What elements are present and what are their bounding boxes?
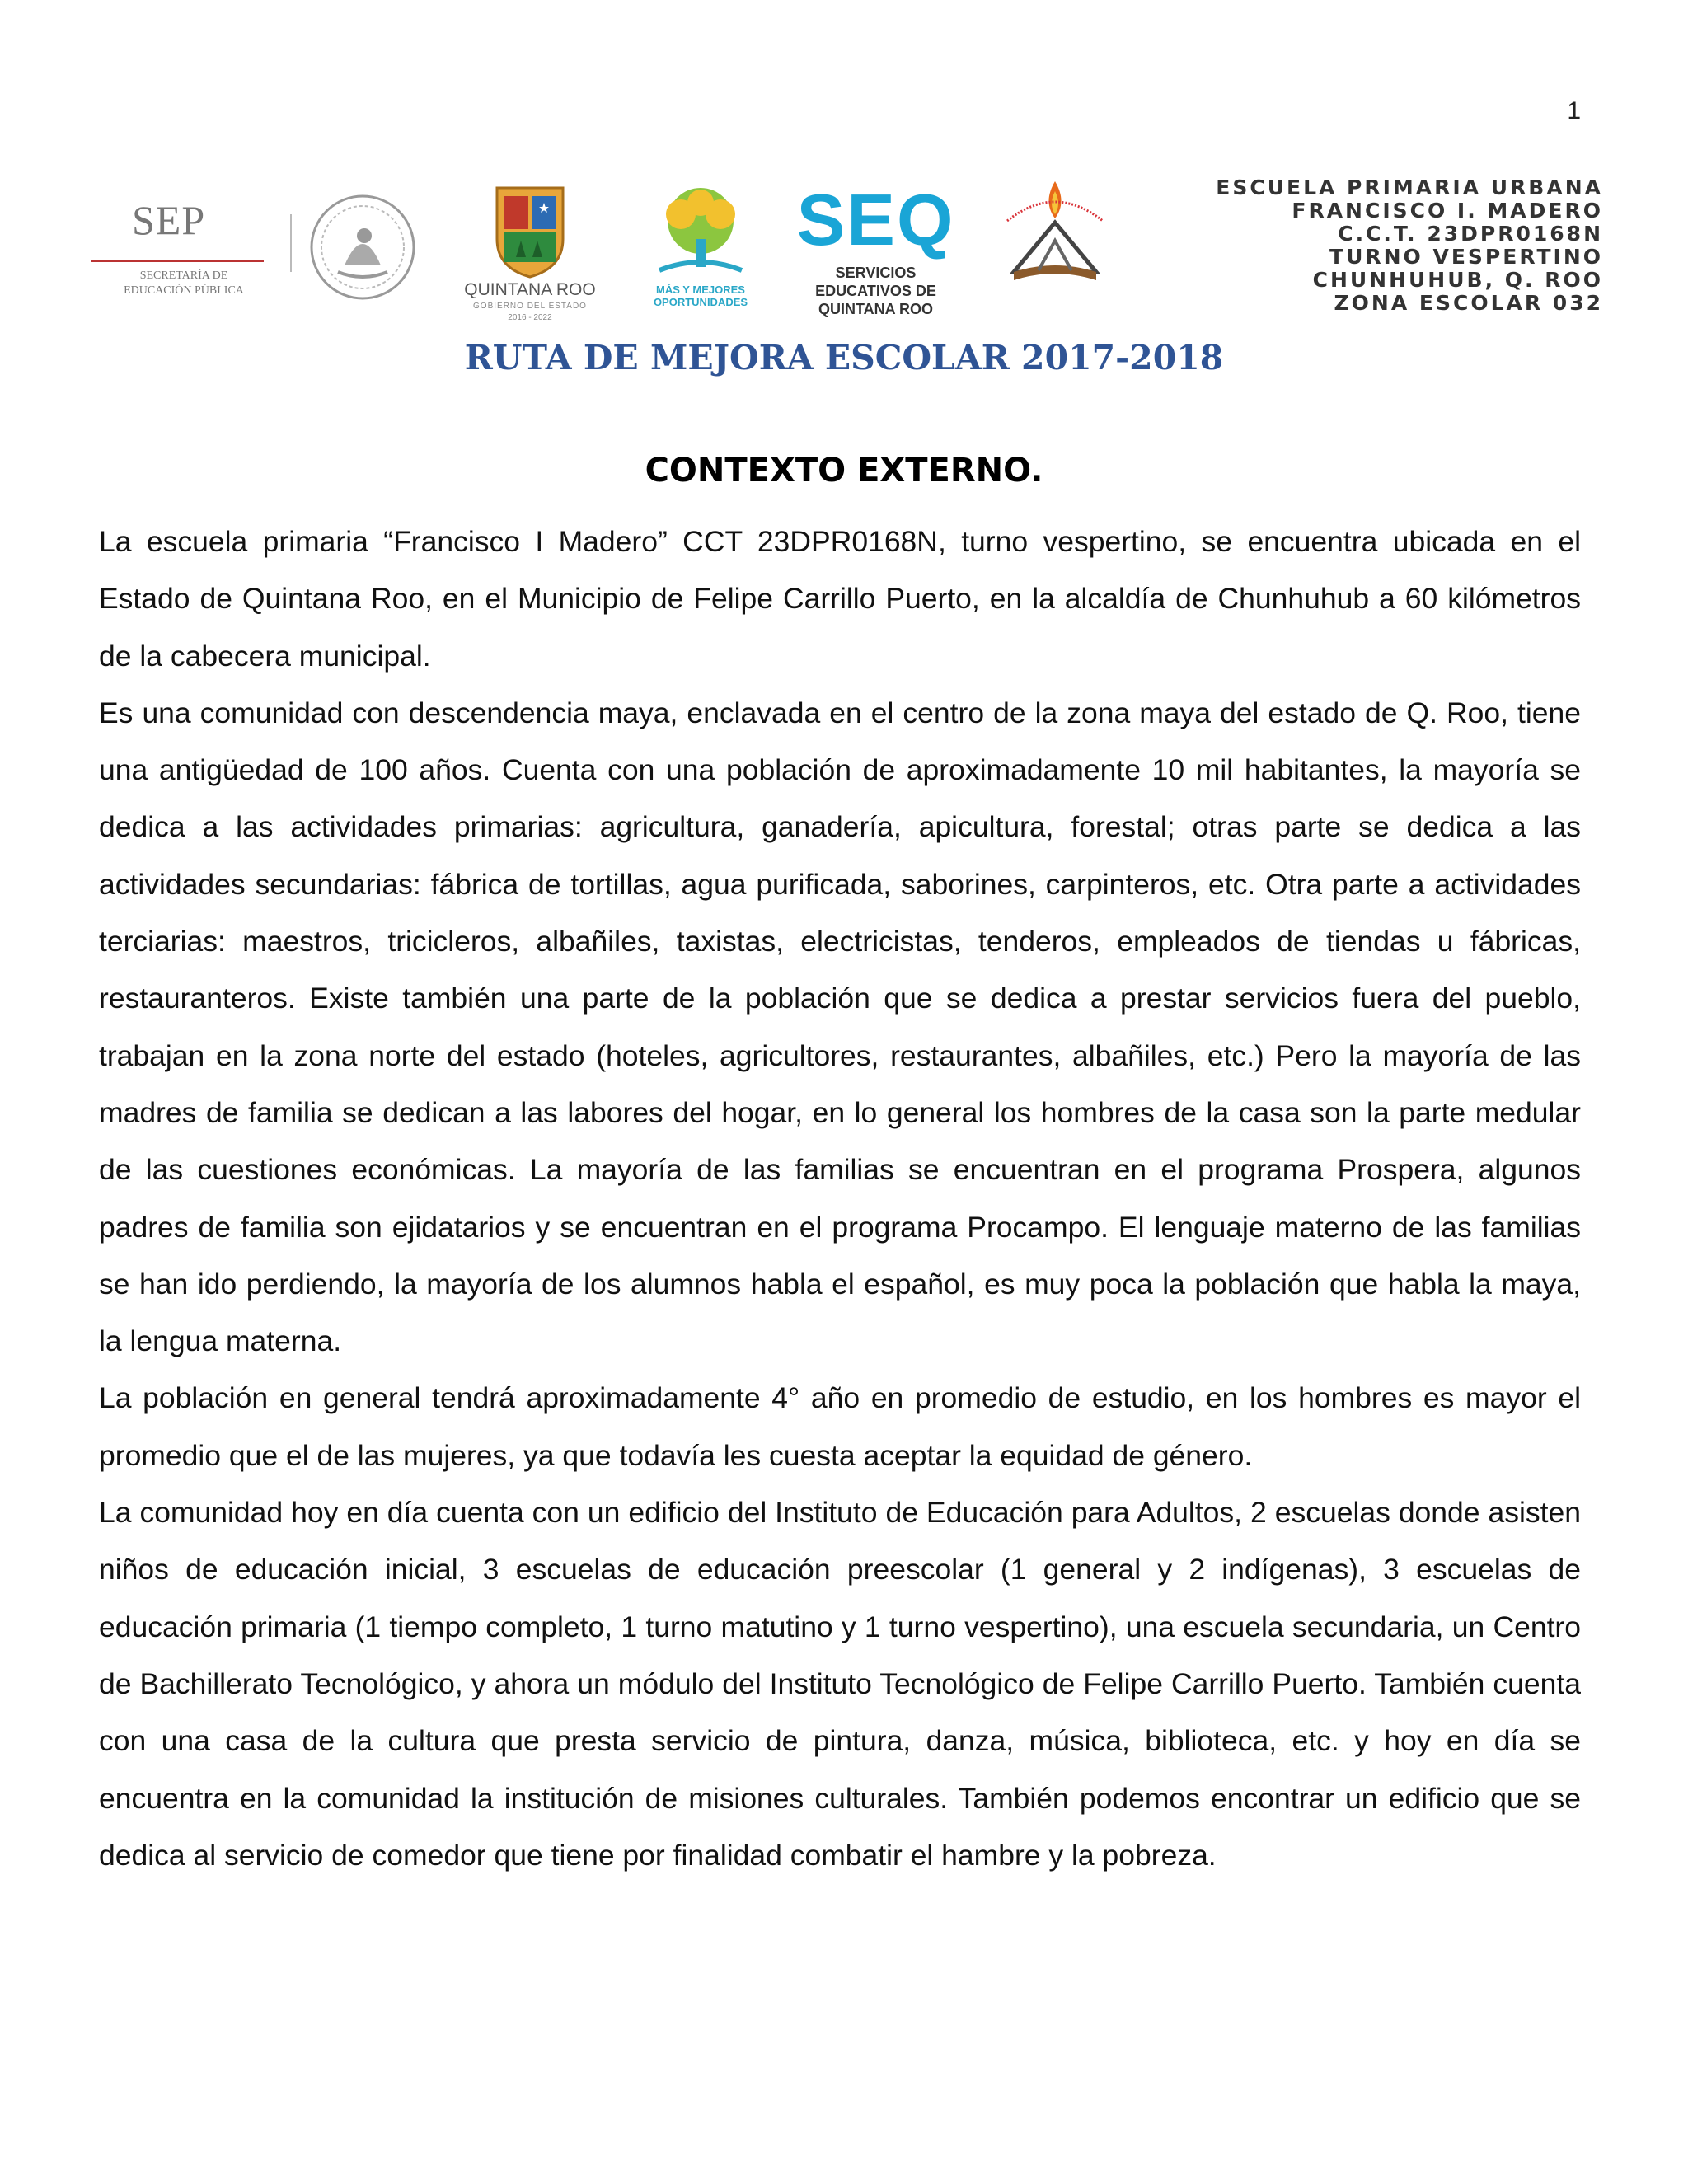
sep-logo	[82, 190, 272, 297]
seq-logo-text: SEQ	[796, 179, 955, 260]
sep-logo-subtitle: SECRETARÍA DE EDUCACIÓN PÚBLICA	[124, 269, 244, 297]
school-info-line: ESCUELA PRIMARIA URBANA	[1216, 176, 1603, 199]
page-number: 1	[1567, 97, 1581, 124]
body-paragraph: La población en general tendrá aproximadamente 4° año en promedio de estudio, en los hombres es mayor el promedio que el de las mujeres, ya que todavía les cuesta aceptar la equidad de género.	[99, 1381, 1581, 1472]
body-paragraph: La comunidad hoy en día cuenta con un edificio del Instituto de Educación para Adultos, 2 escuelas donde asisten niños de educación inicial, 3 escuelas de educación preescolar (1 general y 2 indígenas), 3 escuelas de educación primaria (1 tiempo completo, 1 turno matutino y 1 turno vespertino), una escuela secundaria, un Centro de Bachillerato Tecnológico, y ahora un módulo del Instituto Tecnológico de Felipe Carrillo Puerto. También cuenta con una casa de la cultura que presta servicio de pintura, danza, música, biblioteca, etc. y hoy en día se encuentra en la comunidad la institución de misiones culturales. También podemos encontrar un edificio que se dedica al servicio de comedor que tiene por finalidad combatir el hambre y la pobreza.	[99, 1496, 1581, 1872]
mexican-eagle-seal-icon	[305, 190, 420, 305]
quintana-roo-logo-text: QUINTANA ROO	[464, 280, 596, 299]
school-info-line: C.C.T. 23DPR0168N	[1338, 222, 1603, 246]
quintana-roo-logo-years: 2016 - 2022	[508, 313, 552, 322]
sep-logo-text: SEP	[132, 197, 206, 243]
school-info-line: TURNO VESPERTINO	[1329, 245, 1603, 269]
quintana-roo-logo	[452, 181, 608, 330]
document-body	[99, 513, 1581, 1884]
quintana-roo-logo-subtitle: GOBIERNO DEL ESTADO	[473, 302, 587, 311]
header-logos	[82, 165, 1615, 330]
tree-icon	[635, 181, 767, 280]
quintana-roo-shield-icon	[452, 181, 608, 280]
section-heading: CONTEXTO EXTERNO.	[645, 452, 1043, 490]
chunhuhub-school-emblem-icon	[989, 173, 1121, 288]
document-title: RUTA DE MEJORA ESCOLAR 2017-2018	[464, 338, 1224, 377]
mas-y-mejores-logo-text: MÁS Y MEJORES OPORTUNIDADES	[653, 284, 748, 308]
body-paragraph: La escuela primaria “Francisco I Madero” CCT 23DPR0168N, turno vespertino, se encuentra ubicada en el Estado de Quintana Roo, en el Municipio de Felipe Carrillo Puerto, en la alcaldía de Chunhuhub a 60 kilómetros de la cabecera municipal.	[99, 525, 1581, 673]
school-info-line: ZONA ESCOLAR 032	[1334, 291, 1603, 315]
seq-logo-subtitle: SERVICIOS EDUCATIVOS DE QUINTANA ROO	[815, 265, 936, 317]
school-info-line: FRANCISCO I. MADERO	[1292, 199, 1603, 223]
logo-divider	[290, 214, 292, 272]
school-info-block	[1125, 176, 1603, 315]
body-paragraph: Es una comunidad con descendencia maya, enclavada en el centro de la zona maya del estado de Q. Roo, tiene una antigüedad de 100 años. Cuenta con una población de aproximadamente 10 mil habitantes, la mayoría se dedica a las actividades primarias: agricultura, ganadería, apicultura, forestal; otras parte se dedica a las actividades secundarias: fábrica de tortillas, agua purificada, saborines, carpinteros, etc. Otra parte a actividades terciarias: maestros, tricicleros, albañiles, taxistas, electricistas, tenderos, empleados de tiendas u fábricas, restauranteros. Existe también una parte de la población que se dedica a prestar servicios fuera del pueblo, trabajan en la zona norte del estado (hoteles, agricultores, restaurantes, albañiles, etc.) Pero la mayoría de las madres de familia se dedican a las labores del hogar, en lo general los hombres de la casa son la parte medular de las cuestiones económicas. La mayoría de las familias se encuentran en el programa Prospera, algunos padres de familia son ejidatarios y se encuentran en el programa Procampo. El lenguaje materno de las familias se han ido perdiendo, la mayoría de los alumnos habla el español, es muy poca la población que habla la maya, la lengua materna.	[99, 696, 1581, 1358]
school-info-line: CHUNHUHUB, Q. ROO	[1312, 268, 1603, 292]
mas-y-mejores-logo	[635, 181, 767, 321]
seq-logo	[787, 179, 964, 317]
sep-logo-rule	[91, 260, 264, 262]
